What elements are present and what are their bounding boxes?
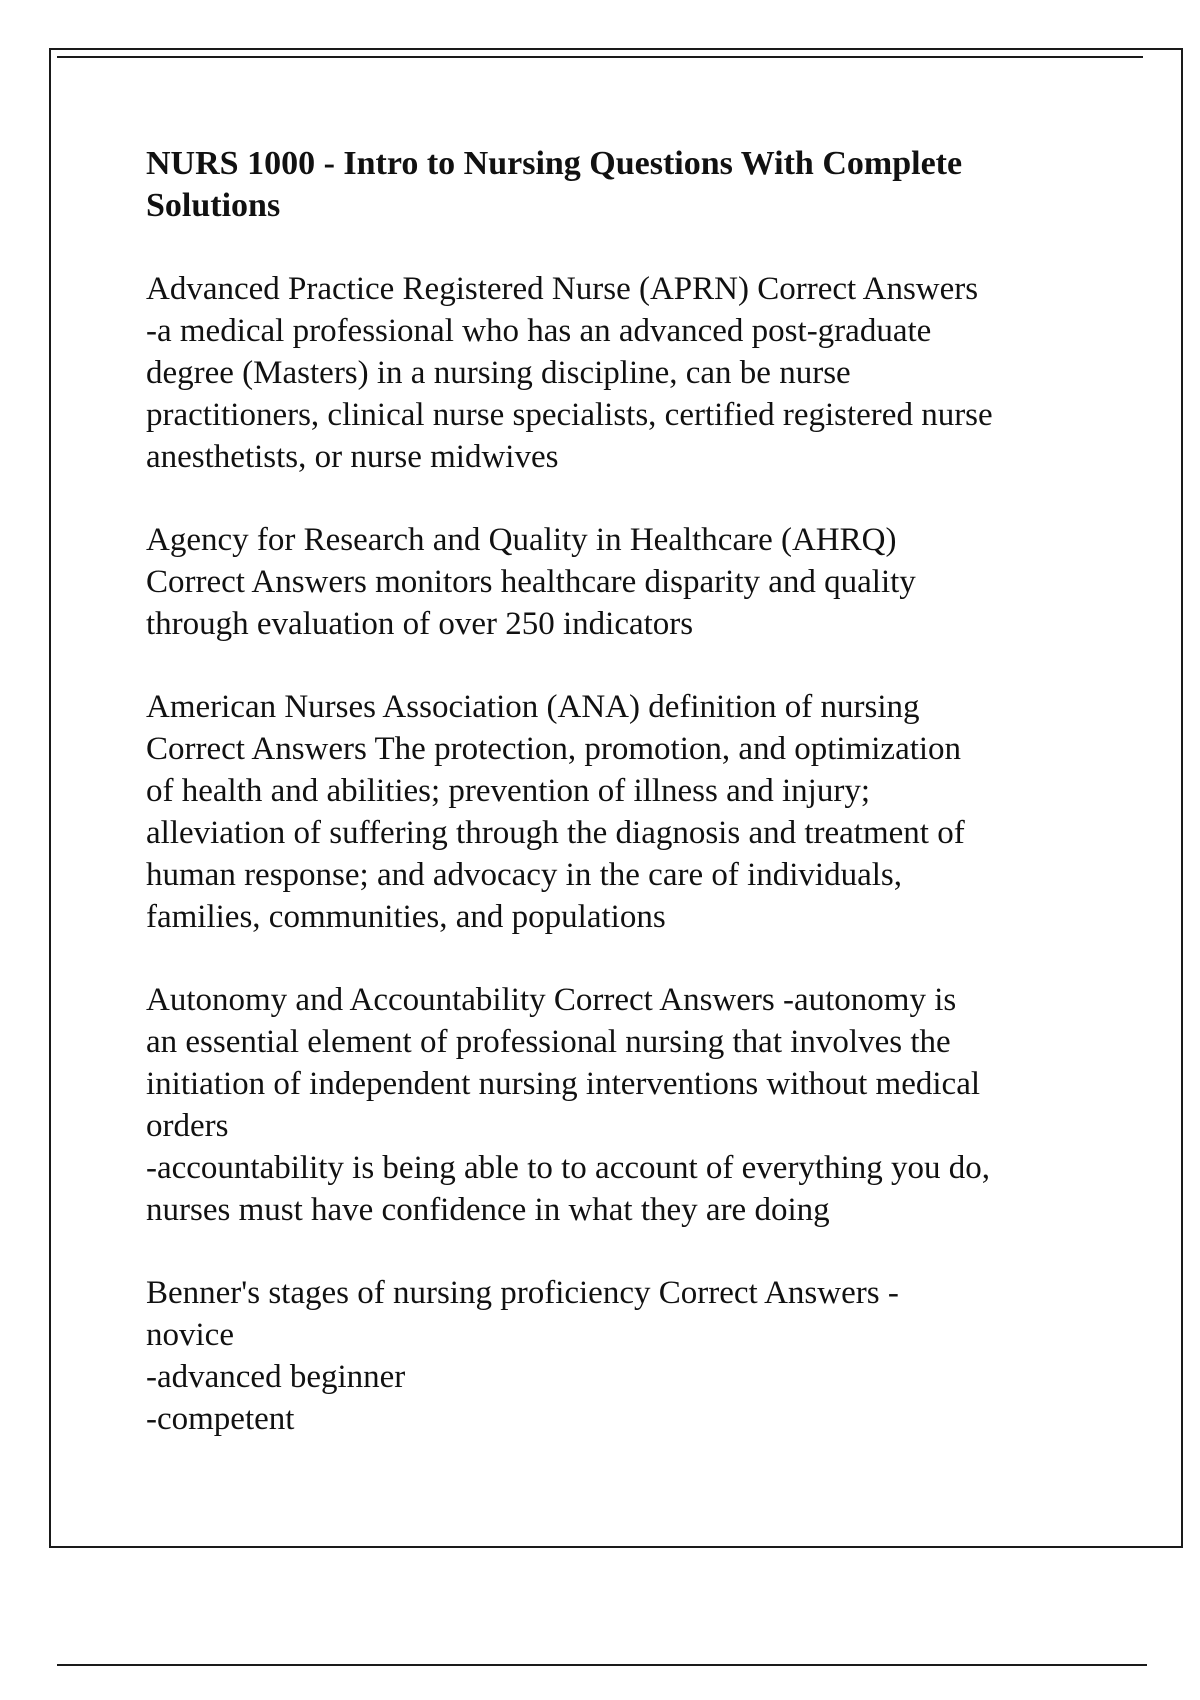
entry-benner-stages: Benner's stages of nursing proficiency Correct Answers - novice -advanced beginner -competent — [146, 1275, 899, 1437]
bottom-rule — [57, 1664, 1147, 1666]
entry-autonomy-accountability: Autonomy and Accountability Correct Answers -autonomy is an essential element of professional nursing that involves the initiation of independent nursing interventions without medical orders -accountability is being able to to account of everything you do, nurses must have confidence in what they are doing — [146, 982, 991, 1228]
entry-ana-definition: American Nurses Association (ANA) definition of nursing Correct Answers The protection, promotion, and optimization of health and abilities; prevention of illness and injury; alleviation of suffering through the diagnosis and treatment of human response; and advocacy in the care of individuals, families, communities, and populations — [146, 689, 965, 935]
document-title: NURS 1000 - Intro to Nursing Questions With Complete Solutions — [146, 145, 963, 224]
entry-aprn: Advanced Practice Registered Nurse (APRN) Correct Answers -a medical professional who has an advanced post-graduate degree (Masters) in a nursing discipline, can be nurse practitioners, clinical nurse specialists, certified registered nurse anesthetists, or nurse midwives — [146, 271, 993, 475]
entry-ahrq: Agency for Research and Quality in Healthcare (AHRQ) Correct Answers monitors healthcare disparity and quality through evaluation of over 250 indicators — [146, 522, 916, 642]
top-rule — [57, 56, 1143, 58]
document-body — [146, 143, 1096, 1481]
